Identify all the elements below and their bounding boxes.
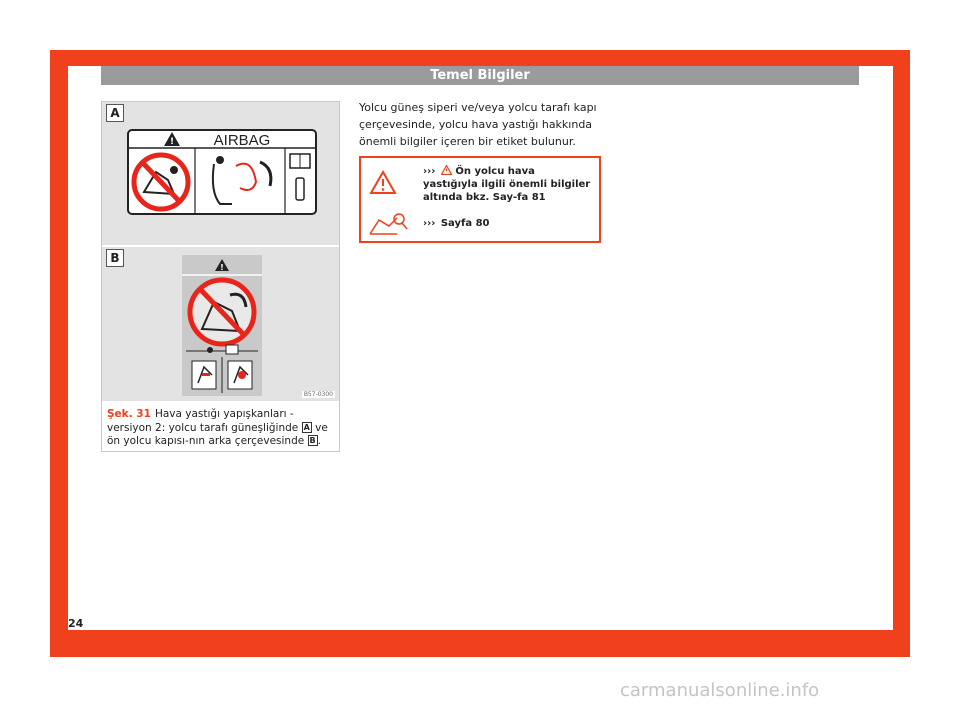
no-rear-facing-seat-icon — [190, 280, 254, 344]
caption-text-1: Hava yastığı yapışkanları - versiyon 2: yolcu tarafı güneşliğinde — [107, 408, 299, 434]
reference-arrows: ››› — [423, 166, 436, 177]
figure-label: Şek. 31 — [107, 408, 151, 420]
svg-text:!: ! — [220, 263, 224, 272]
airbag-label-text: AIRBAG — [213, 132, 271, 149]
page-reference-link[interactable]: Sayfa 80 — [440, 218, 490, 229]
rear-facing-seat-off-icon — [192, 361, 216, 389]
no-rear-facing-seat-icon — [134, 155, 188, 209]
warning-reference-text[interactable]: Ön yolcu hava yastığıyla ilgili önemli bilgiler altında bkz. Say-fa 81 — [423, 166, 591, 203]
caption-text-2: ve ön yolcu kapısı-nın arka çerçevesinde — [107, 421, 328, 447]
airbag-door-frame-label — [102, 247, 339, 401]
caption-ref-b: B — [309, 436, 316, 445]
panel-a — [102, 102, 339, 245]
environment-note-icon — [367, 210, 409, 238]
rear-facing-seat-on-icon — [228, 361, 252, 389]
manual-book-icon — [226, 345, 238, 354]
figure-31 — [101, 101, 340, 452]
airbag-person-icon — [207, 347, 213, 353]
warning-triangle-icon — [441, 165, 452, 175]
section-header: Temel Bilgiler — [101, 66, 859, 85]
page-reference — [423, 217, 593, 230]
caption-ref-a: A — [303, 422, 310, 432]
reference-arrows: ››› — [423, 218, 436, 229]
warning-box — [359, 156, 601, 243]
warning-triangle-icon — [369, 170, 397, 196]
panel-b-letter: B — [106, 249, 124, 267]
warning-text — [423, 165, 593, 204]
figure-caption — [107, 408, 337, 449]
panel-a-letter: A — [106, 104, 124, 122]
figure-code: B57-0300 — [303, 391, 333, 398]
airbag-sunvisor-label — [102, 102, 339, 245]
page-number: 24 — [68, 617, 84, 630]
panel-b — [102, 247, 339, 401]
intro-paragraph: Yolcu güneş siperi ve/veya yolcu tarafı kapı çerçevesinde, yolcu hava yastığı hakkında önemli bilgiler içeren bir etiket bulunur. — [359, 101, 597, 148]
caption-end: . — [317, 435, 321, 447]
watermark: carmanualsonline.info — [620, 680, 820, 701]
svg-text:!: ! — [169, 137, 175, 147]
